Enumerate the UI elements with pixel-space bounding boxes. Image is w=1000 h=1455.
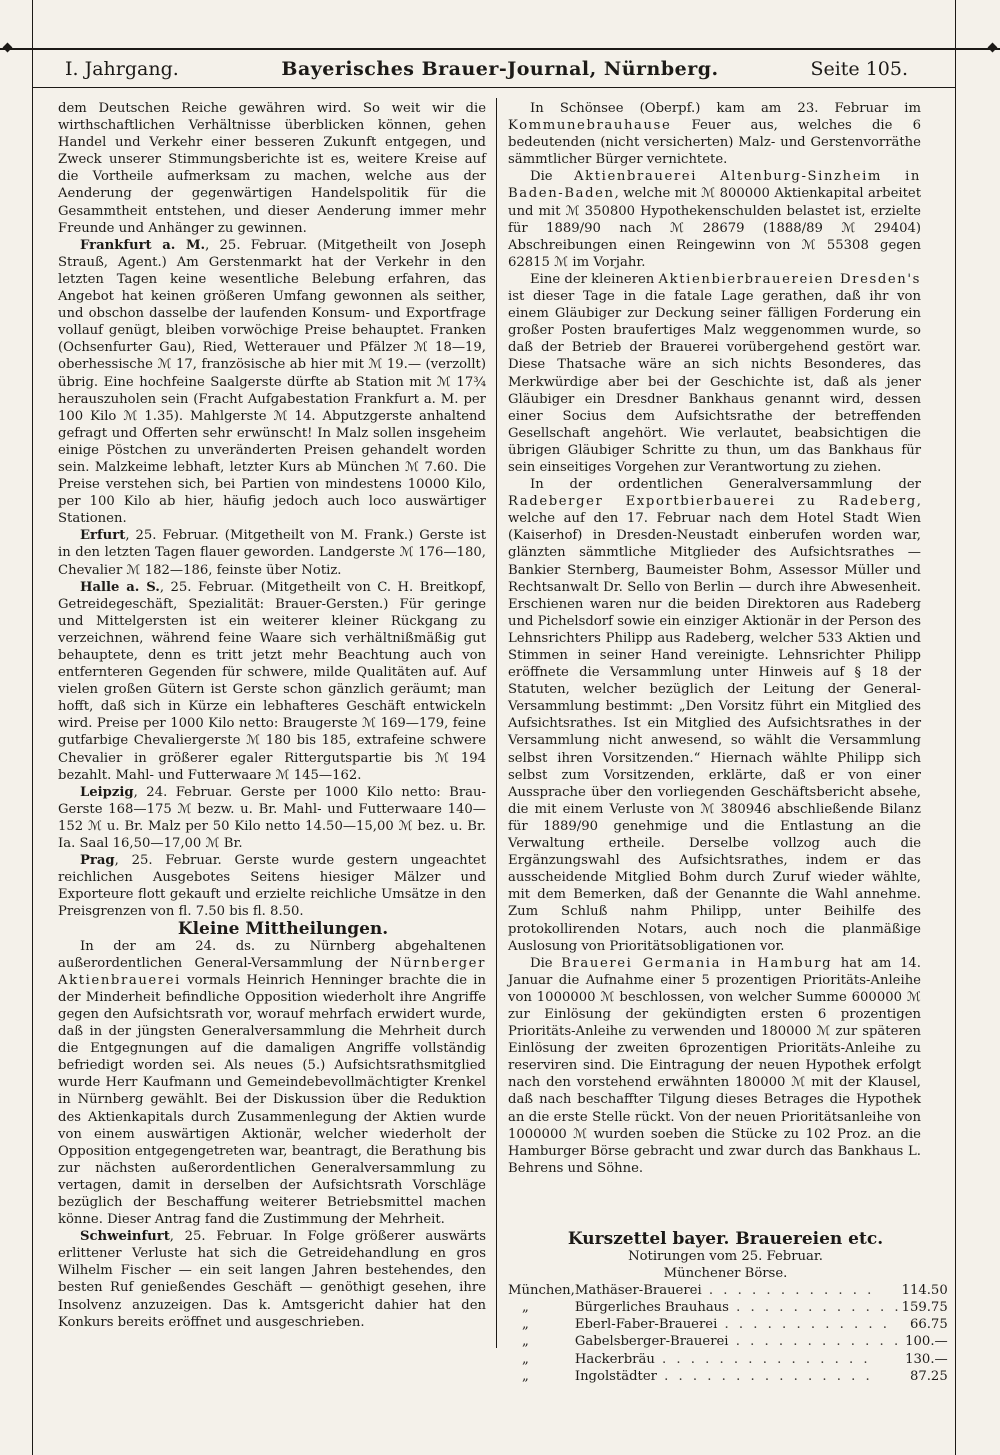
- volume-label: I. Jahrgang.: [65, 58, 179, 80]
- price-list: [508, 1228, 948, 1385]
- notice-baden-baden: [508, 168, 921, 271]
- place-erfurt: Erfurt: [80, 528, 126, 544]
- report-text: , 25. Februar. (Mitgetheilt von M. Frank.) Gerste ist in den letzten Tagen flauer geworden. Landgerste ℳ 176—180, Chevalier ℳ 182—186, feinste über Notiz.: [58, 528, 486, 578]
- notice-text: Eine der kleineren: [530, 271, 659, 287]
- place-schweinfurt: Schweinfurt: [80, 1229, 170, 1245]
- paragraph-continuation: dem Deutschen Reiche gewähren wird. So weit wir die wirthschaftlichen Verhältnisse überblicken können, gehen Handel und Verkehr einer besseren Zukunft entgegen, und Zweck unserer Stimmungsberichte ist es, weitere Kreise auf die Vortheile aufmerksam zu machen, welche aus der Aenderung der gegenwärtigen Handelspolitik für die Gesammtheit entstehen, und dieser Aenderung immer mehr Freunde und Anhänger zu gewinnen.: [58, 101, 486, 236]
- company-name: Radeberger Exportbierbauerei zu Radeberg: [508, 494, 917, 510]
- row-price: 159.75: [901, 1300, 948, 1316]
- price-list-date: Notirungen vom 25. Februar.: [628, 1249, 823, 1264]
- table-row: [508, 1351, 948, 1368]
- notice-nuernberg: [58, 938, 486, 1229]
- notice-hamburg: [508, 955, 921, 1177]
- leader-dots: . . . . . . . . . . . . . . .: [654, 1351, 871, 1367]
- report-frankfurt: [58, 237, 486, 528]
- company-name: Kommunebrauhause: [508, 118, 672, 134]
- report-text: , 25. Februar. (Mitgetheilt von Joseph Strauß, Agent.) Am Gerstenmarkt hat der Verkehr in den letzten Tagen keine wesentliche Belebung erfahren, das Angebot hat keinen größeren Umfang gewonnen als seither, und obschon dasselbe der laufenden Konsum- und Exportfrage vollauf genügt, bleiben vorwöchige Preise behauptet. Franken (Ochsenfurter Gau), Ried, Wetterauer und Pfälzer ℳ 18—19, oberhessische ℳ 17, französische ab hier mit ℳ 19.— (verzollt) übrig. Eine hochfeine Saalgerste dürfte ab Station mit ℳ 17¾ herauszuholen sein (Fracht Aufgabestation Frankfurt a. M. per 100 Kilo ℳ 1.35). Mahlgerste ℳ 14. Abputzgerste anhaltend gefragt und Offerten sehr erwünscht! In Malz sollen insgeheim einige Pöstchen zu unveränderten Preisen gehandelt worden sein. Malzkeime lebhaft, letzter Kurs ab München ℳ 7.60. Die Preise verstehen sich, bei Partien von mindestens 10000 Kilo, per 100 Kilo ab hier, häufig jedoch auch loco auswärtiger Stationen.: [58, 237, 486, 527]
- row-price: 114.50: [901, 1283, 948, 1299]
- top-rule: [0, 48, 1000, 50]
- company-name: Aktienbrauerei Altenburg-Sinzheim in Baden-Baden: [508, 169, 921, 202]
- report-leipzig: [58, 784, 486, 852]
- place-prag: Prag: [80, 853, 115, 869]
- table-row: [508, 1299, 948, 1316]
- row-price: 100.—: [905, 1334, 948, 1350]
- left-ornament-icon: [3, 43, 13, 53]
- section-heading: Kleine Mittheilungen.: [177, 918, 389, 939]
- notice-text: In Schönsee (Oberpf.) kam am 23. Februar im: [530, 101, 921, 116]
- place-leipzig: Leipzig: [80, 784, 134, 800]
- row-brewery: [575, 1351, 902, 1368]
- leader-dots: . . . . . . . . . . . .: [717, 1317, 890, 1333]
- row-prefix: „: [522, 1317, 529, 1333]
- row-price: 66.75: [909, 1317, 948, 1333]
- report-text: , 25. Februar. (Mitgetheilt von C. H. Breitkopf, Getreidegeschäft, Spezialität: Brauer-Gersten.) Für geringe und Mittelgersten ist ein weiterer kleiner Rückgang zu verzeichnen, während feine Waare sich verhältnißmäßig gut behauptete, denn es tritt jetzt mehr Beachtung auch von entfernteren Gegenden für schwere, milde Qualitäten auf. Auf vielen großen Gütern ist Gerste schon gänzlich geräumt; man hofft, daß sich in Kürze ein lebhafteres Geschäft entwickeln wird. Preise per 1000 Kilo netto: Braugerste ℳ 169—179, feine gutfarbige Chevaliergerste ℳ 180 bis 185, extrafeine schwere Chevalier in größerer egaler Rittergutspartie bis ℳ 194 bezahlt. Mahl- und Futterwaare ℳ 145—162.: [58, 579, 486, 783]
- table-row: [508, 1316, 948, 1333]
- place-frankfurt: Frankfurt a. M.: [80, 237, 206, 253]
- company-name: Aktienbierbrauereien Dresden's: [658, 271, 921, 287]
- leader-dots: . . . . . . . . . . . . . . .: [656, 1368, 873, 1384]
- report-erfurt: [58, 527, 486, 578]
- header-rule: [32, 87, 955, 88]
- notice-text: Die: [530, 169, 575, 185]
- row-prefix: München,: [508, 1283, 575, 1299]
- report-text: , 25. Februar. In Folge größerer auswärts erlittener Verluste hat sich die Getreidehandlung en gros Wilhelm Fischer — ein seit langen Jahren bestehendes, den besten Ruf genießendes Geschäft — genöthigt gesehen, ihre Insolvenz anzuzeigen. Das k. Amtsgericht dahier hat den Konkurs bereits eröffnet und ausgeschrieben.: [58, 1229, 486, 1330]
- report-text: , 24. Februar. Gerste per 1000 Kilo netto: Brau-Gerste 168—175 ℳ bezw. u. Br. Mahl- und Futterwaare 140—152 ℳ u. Br. Malz per 50 Kilo netto 14.50—15,00 ℳ bez. u. Br. Ia. Saal 16,50—17,00 ℳ Br.: [58, 784, 486, 852]
- row-prefix: „: [522, 1368, 529, 1384]
- leader-dots: . . . . . . . . . . . .: [701, 1283, 875, 1299]
- leader-dots: . . . . . . . . . . . .: [728, 1334, 902, 1350]
- running-head: [0, 58, 1000, 86]
- brewery-name: Eberl-Faber-Brauerei: [574, 1317, 718, 1333]
- report-prag: [58, 852, 486, 920]
- notice-text: ist dieser Tage in die fatale Lage gerathen, daß ihr von einem Gläubiger zur Deckung seiner fälligen Forderung ein großer Posten braufertiges Malz weggenommen wurde, so daß der Betrieb der Brauerei vorübergehend gestört war. Diese Thatsache wäre an sich nichts Besonderes, das Merkwürdige aber bei der Geschichte ist, daß als jener Gläubiger ein Dresdner Bankhaus genannt wird, dessen einer Socius dem Aufsichtsrathe der betreffenden Gesellschaft angehört. Wie verlautet, beabsichtigen die übrigen Gläubiger Schritte zu thun, um das Bankhaus für sein einseitiges Vorgehen zur Verantwortung zu ziehen.: [508, 289, 921, 475]
- brewery-name: Hackerbräu: [574, 1351, 655, 1367]
- row-prefix: „: [522, 1334, 529, 1350]
- row-brewery: [575, 1316, 902, 1333]
- row-brewery: [575, 1299, 902, 1316]
- journal-title: Bayerisches Brauer-Journal, Nürnberg.: [281, 58, 719, 80]
- notice-text: , welche auf den 17. Februar nach dem Hotel Stadt Wien (Kaiserhof) in Dresden-Neustadt einberufen worden war, glänzten sämmtliche Mitglieder des Aufsichtsrathes — Bankier Sternberg, Baumeister Bohm, Assessor Müller und Rechtsanwalt Dr. Sello von Berlin — durch ihre Abwesenheit. Erschienen waren nur die beiden Direktoren aus Radeberg und Pichelsdorf sowie ein einziger Aktionär in der Person des Lehnsrichters Philipp aus Radeberg, welcher 533 Aktien und Stimmen in seiner Hand vereinigte. Lehnsrichter Philipp eröffnete die Versammlung unter Hinweis auf § 18 der Statuten, welcher bezüglich der Leitung der General-Versammlung bestimmt: „Den Vorsitz führt ein Mitglied des Aufsichtsrathes. Ist ein Mitglied des Aufsichtsrathes in der Versammlung nicht anwesend, so wählt die Versammlung selbst ihren Vorsitzenden.“ Hiernach wählte Philipp sich selbst zum Vorsitzenden, erklärte, daß er von einer Aussprache über den vorliegenden Geschäftsbericht absehe, die mit einem Verluste von ℳ 380946 abschließende Bilanz für 1889/90 genehmige und die Entlastung an die Verwaltung ertheile. Derselbe vollzog auch die Ergänzungswahl des Aufsichtsrathes, indem er das ausscheidende Mitglied Bohm durch Zuruf wieder wählte, mit dem Bemerken, daß der Genannte die Wahl annehme. Zum Schluß nahm Philipp, unter Beihilfe des protokollirenden Notars, auch noch die planmäßige Auslosung von Prioritätsobligationen vor.: [508, 494, 921, 954]
- notice-radeberg: [508, 476, 921, 955]
- brewery-name: Bürgerliches Brauhaus: [574, 1300, 729, 1316]
- table-row: [508, 1368, 948, 1385]
- left-column: [58, 100, 486, 1331]
- row-brewery: [575, 1368, 902, 1385]
- place-halle: Halle a. S.: [80, 579, 160, 595]
- company-name: Brauerei Germania in Hamburg: [561, 955, 833, 971]
- table-row: [508, 1282, 948, 1299]
- notice-text: Feuer aus, welches die 6 bedeutenden (nicht versicherten) Malz- und Gerstenvorräthe sämmtlicher Bürger vernichtete.: [508, 118, 921, 168]
- right-frame-line: [955, 0, 956, 1455]
- row-price: 130.—: [905, 1351, 948, 1367]
- brewery-name: Mathäser-Brauerei: [574, 1283, 702, 1299]
- notice-dresden: [508, 271, 921, 476]
- row-brewery: [575, 1282, 902, 1299]
- page-number: Seite 105.: [810, 58, 908, 80]
- column-divider: [496, 98, 497, 1348]
- row-prefix: „: [522, 1300, 529, 1316]
- company-name: Nürnberger Aktienbrauerei: [58, 955, 486, 988]
- notice-text: hat am 14. Januar die Aufnahme einer 5 prozentigen Prioritäts-Anleihe von 1000000 ℳ beschlossen, von welcher Summe 600000 ℳ zur Einlösung der gekündigten ersten 6 prozentigen Prioritäts-Anleihe zu verwenden und 180000 ℳ zur späteren Einlösung der zweiten 6prozentigen Prioritäts-Anleihe zu reserviren sind. Die Eintragung der neuen Hypothek erfolgt nach den vorstehend erwähnten 180000 ℳ mit der Klausel, daß nach beschaffter Tilgung dieses Betrages die Hypothek an die erste Stelle rückt. Von der neuen Prioritätsanleihe von 1000000 ℳ wurden soeben die Stücke zu 102 Proz. an die Hamburger Börse gebracht und zwar durch das Bankhaus L. Behrens und Söhne.: [508, 955, 921, 1176]
- row-prefix: „: [522, 1351, 529, 1367]
- notice-text: Die: [530, 955, 562, 971]
- notice-schoensee: [508, 100, 921, 168]
- right-column: [508, 100, 948, 1385]
- table-row: [508, 1333, 948, 1350]
- brewery-name: Ingolstädter: [574, 1368, 657, 1384]
- price-table: [508, 1282, 948, 1385]
- report-text: , 25. Februar. Gerste wurde gestern ungeachtet reichlichen Ausgebotes Seitens hiesiger Mälzer und Exporteure flott gekauft und erzielte reichliche Umsätze in den Preisgrenzen von fl. 7.50 bis fl. 8.50.: [58, 853, 486, 920]
- price-list-exchange: Münchener Börse.: [663, 1266, 788, 1282]
- leader-dots: . . . . . . . . . . . .: [728, 1300, 902, 1316]
- notice-text: , welche mit ℳ 800000 Aktienkapital arbeitet und mit ℳ 350800 Hypothekenschulden belastet ist, erzielte für 1889/90 nach ℳ 28679 (1888/89 ℳ 29404) Abschreibungen einen Reingewinn von ℳ 55308 gegen 62815 ℳ im Vorjahr.: [508, 186, 921, 270]
- price-list-title: Kurszettel bayer. Brauereien etc.: [567, 1228, 884, 1249]
- report-schweinfurt: [58, 1228, 486, 1331]
- notice-text: In der am 24. ds. zu Nürnberg abgehaltenen außerordentlichen General-Versammlung der: [58, 938, 486, 971]
- row-brewery: [575, 1333, 902, 1350]
- brewery-name: Gabelsberger-Brauerei: [574, 1334, 729, 1350]
- row-price: 87.25: [909, 1368, 948, 1384]
- left-frame-line: [32, 0, 33, 1455]
- right-ornament-icon: [988, 43, 998, 53]
- notice-text: In der ordentlichen Generalversammlung der: [530, 477, 921, 493]
- notice-text: vormals Heinrich Henninger brachte die in der Minderheit befindliche Opposition wiederholt ihre Angriffe gegen den Aufsichtsrath vor, worauf mehrfach erwidert wurde, daß in der jüngsten Generalversammlung die Mehrheit durch die Entgegnungen auf die damaligen Angriffe vollständig befriedigt worden sei. Als neues (5.) Aufsichtsrathsmitglied wurde Herr Kaufmann und Gemeindebevollmächtigter Krenkel in Nürnberg gewählt. Bei der Diskussion über die Reduktion des Aktienkapitals durch Zusammenlegung der Aktien wurde von einem auswärtigen Aktionär, welcher wiederholt der Opposition entgegengetreten war, beantragt, die Berathung bis zur nächsten außerordentlichen Generalversammlung zu vertagen, damit in derselben der Aufsichtsrath Vorschläge bezüglich der Beschaffung weiterer Betriebsmittel machen könne. Dieser Antrag fand die Zustimmung der Mehrheit.: [58, 972, 486, 1228]
- report-halle: [58, 579, 486, 784]
